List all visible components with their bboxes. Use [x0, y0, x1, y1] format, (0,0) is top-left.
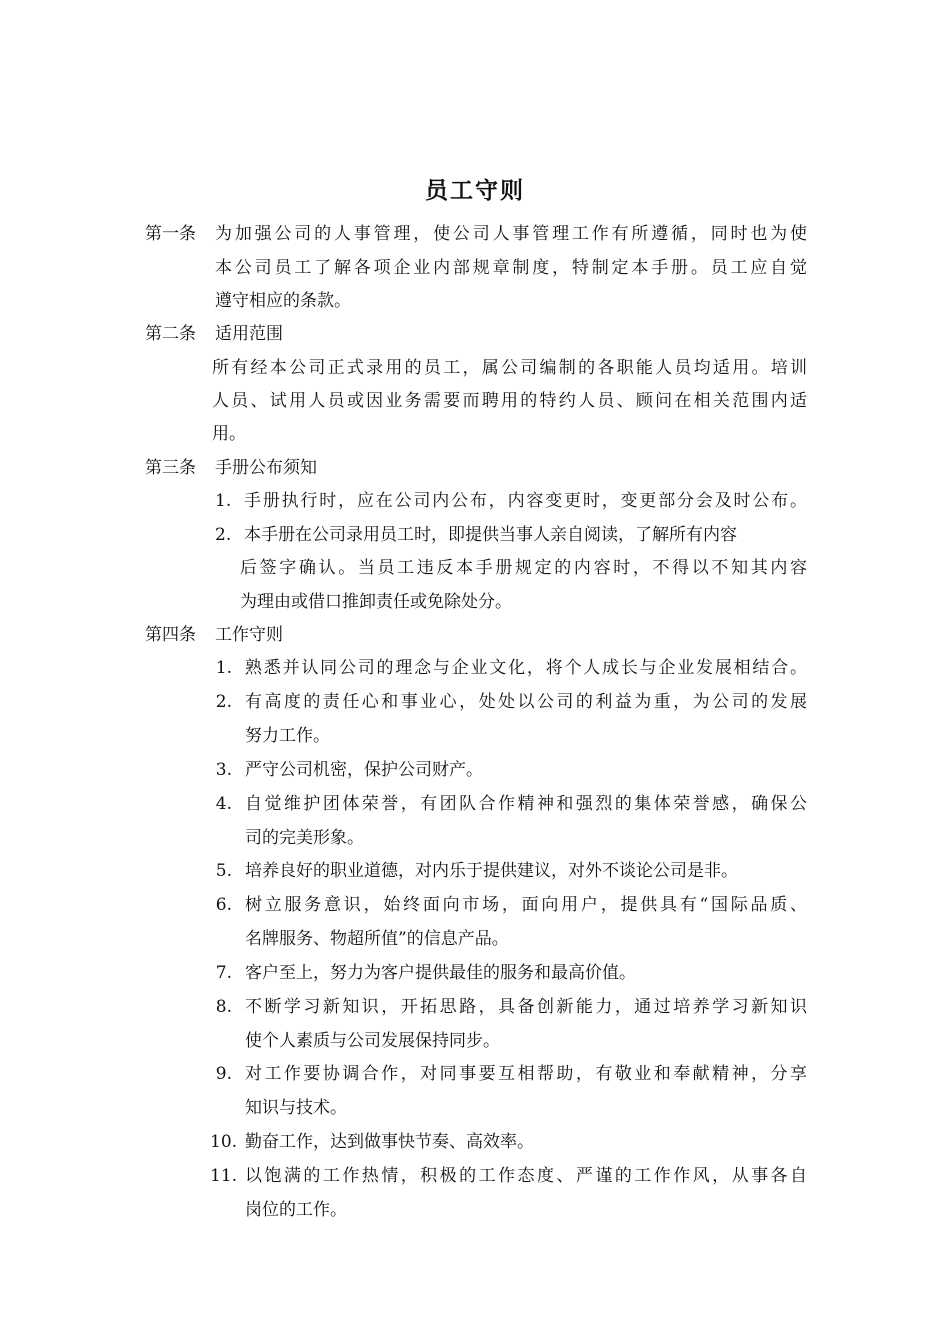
list-item-text: 熟悉并认同公司的理念与企业文化，将个人成长与企业发展相结合。 [245, 658, 807, 678]
list-item-text: 树立服务意识，始终面向市场，面向用户，提供具有“国际品质、 [245, 895, 807, 915]
article-1-line: 本公司员工了解各项企业内部规章制度，特制定本手册。员工应自觉 [215, 258, 807, 278]
list-item-text: 使个人素质与公司发展保持同步。 [245, 1031, 500, 1051]
list-item-number: 8. [215, 997, 232, 1017]
article-3-label: 第三条 [145, 458, 196, 478]
list-item-text: 知识与技术。 [245, 1098, 347, 1118]
list-item-number: 7. [215, 963, 232, 983]
list-item-text: 名牌服务、物超所值”的信息产品。 [245, 929, 509, 949]
article-2-label: 第二条 [145, 324, 196, 344]
article-2-heading: 适用范围 [215, 324, 283, 344]
document-title: 员工守则 [425, 177, 525, 204]
list-item-number: 10. [210, 1132, 238, 1152]
list-item-number: 6. [215, 895, 232, 915]
article-2-line: 所有经本公司正式录用的员工，属公司编制的各职能人员均适用。培训 [212, 358, 807, 378]
article-1-line: 为加强公司的人事管理，使公司人事管理工作有所遵循，同时也为使 [215, 224, 807, 244]
list-item-text: 客户至上，努力为客户提供最佳的服务和最高价值。 [245, 963, 636, 983]
list-item-number: 5. [215, 861, 232, 881]
list-item-text: 司的完美形象。 [245, 828, 364, 848]
article-2-line: 用。 [212, 424, 246, 444]
list-item-text: 不断学习新知识，开拓思路，具备创新能力，通过培养学习新知识 [245, 997, 807, 1017]
article-1-label: 第一条 [145, 224, 196, 244]
list-item-number: 1. [215, 658, 232, 678]
list-item-text: 有高度的责任心和事业心，处处以公司的利益为重，为公司的发展 [245, 692, 807, 712]
list-item-number: 3. [215, 760, 232, 780]
article-4-heading: 工作守则 [215, 625, 283, 645]
article-3-heading: 手册公布须知 [215, 458, 317, 478]
list-item-text: 以饱满的工作热情，积极的工作态度、严谨的工作作风，从事各自 [245, 1166, 807, 1186]
list-item-number: 2. [215, 525, 232, 545]
list-item-text: 后签字确认。当员工违反本手册规定的内容时，不得以不知其内容 [240, 558, 807, 578]
list-item-number: 11. [210, 1166, 238, 1186]
list-item-text: 勤奋工作，达到做事快节奏、高效率。 [245, 1132, 534, 1152]
article-4-label: 第四条 [145, 625, 196, 645]
list-item-text: 自觉维护团体荣誉，有团队合作精神和强烈的集体荣誉感，确保公 [245, 794, 807, 814]
list-item-number: 1. [215, 491, 232, 511]
list-item-text: 手册执行时，应在公司内公布，内容变更时，变更部分会及时公布。 [244, 491, 807, 511]
list-item-text: 为理由或借口推卸责任或免除处分。 [240, 592, 512, 612]
list-item-text: 培养良好的职业道德，对内乐于提供建议，对外不谈论公司是非。 [245, 861, 738, 881]
list-item-number: 9. [215, 1064, 232, 1084]
list-item-text: 努力工作。 [245, 726, 330, 746]
list-item-text: 岗位的工作。 [245, 1200, 347, 1220]
list-item-text: 对工作要协调合作，对同事要互相帮助，有敬业和奉献精神，分享 [245, 1064, 807, 1084]
list-item-number: 4. [215, 794, 232, 814]
list-item-text: 本手册在公司录用员工时，即提供当事人亲自阅读，了解所有内容 [244, 525, 737, 545]
article-2-line: 人员、试用人员或因业务需要而聘用的特约人员、顾问在相关范围内适 [212, 391, 807, 411]
list-item-number: 2. [215, 692, 232, 712]
list-item-text: 严守公司机密，保护公司财产。 [245, 760, 483, 780]
article-1-line: 遵守相应的条款。 [215, 291, 351, 311]
